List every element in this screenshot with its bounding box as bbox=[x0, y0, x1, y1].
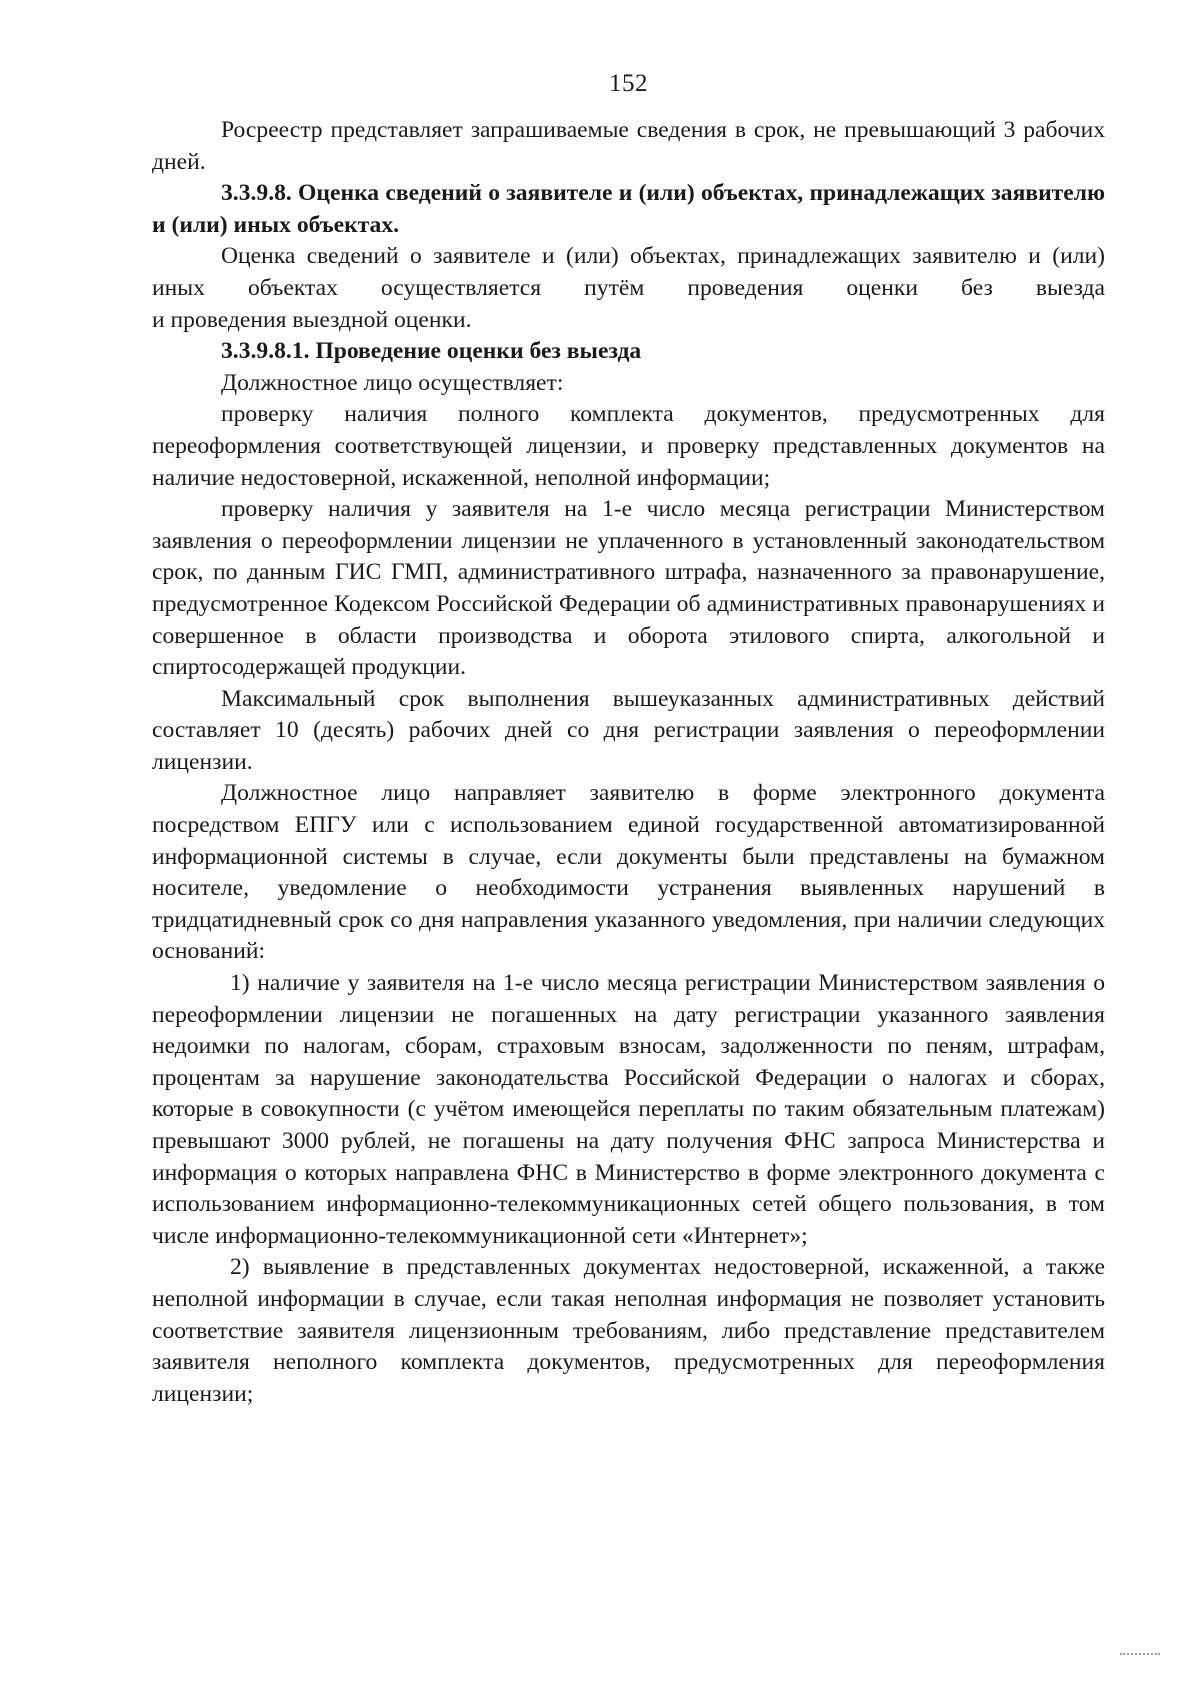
section-heading: 3.3.9.8.1. Проведение оценки без выезда bbox=[221, 338, 642, 365]
paragraph: Должностное лицо направляет заявителю в форме электронного документа посредством ЕПГУ или с использованием единой государственной автоматизированной информационной системы в случае, если документы были представлены на бумажном носителе, уведомление о необходимости устранения выявленных нарушений в тридцатидневный срок со дня направления указанного уведомления, при наличии следующих оснований: bbox=[152, 780, 1105, 965]
paragraph: и проведения выездной оценки. bbox=[152, 306, 472, 333]
scan-artifact bbox=[1120, 1653, 1160, 1658]
paragraph: Оценка сведений о заявителе и (или) объектах, принадлежащих заявителю и (или) иных объектах осуществляется путём проведения оценки без выезда bbox=[152, 243, 1105, 301]
document-body bbox=[152, 115, 1105, 1410]
paragraph: проверку наличия у заявителя на 1-е число месяца регистрации Министерством заявления о переоформлении лицензии не уплаченного в установленный законодательством срок, по данным ГИС ГМП, административного штрафа, назначенного за правонарушение, предусмотренное Кодексом Российской Федерации об административных правонарушениях и совершенное в области производства и оборота этилового спирта, алкогольной и спиртосодержащей продукции. bbox=[152, 496, 1105, 681]
paragraph: проверку наличия полного комплекта документов, предусмотренных для переоформления соответствующей лицензии, и проверку представленных документов на наличие недостоверной, искаженной, неполной информации; bbox=[152, 401, 1105, 491]
paragraph: Росреестр представляет запрашиваемые сведения в срок, не превышающий 3 рабочих дней. bbox=[152, 117, 1105, 175]
list-item: 1) наличие у заявителя на 1-е число месяца регистрации Министерством заявления о переоформлении лицензии не погашенных на дату регистрации указанного заявления недоимки по налогам, сборам, страховым взносам, задолженности по пеням, штрафам, процентам за нарушение законодательства Российской Федерации о налогах и сборах, которые в совокупности (с учётом имеющейся переплаты по таким обязательным платежам) превышают 3000 рублей, не погашены на дату получения ФНС запроса Министерства и информация о которых направлена ФНС в Министерство в форме электронного документа с использованием информационно-телекоммуникационных сетей общего пользования, в том числе информационно-телекоммуникационной сети «Интернет»; bbox=[152, 970, 1105, 1249]
list-item: 2) выявление в представленных документах недостоверной, искаженной, а также неполной информации в случае, если такая неполная информация не позволяет установить соответствие заявителя лицензионным требованиям, либо представление представителем заявителя неполного комплекта документов, предусмотренных для переоформления лицензии; bbox=[152, 1254, 1105, 1407]
paragraph: Должностное лицо осуществляет: bbox=[221, 369, 564, 396]
section-heading: 3.3.9.8. Оценка сведений о заявителе и (или) объектах, принадлежащих заявителю и (или) иных объектах. bbox=[152, 180, 1105, 238]
paragraph: Максимальный срок выполнения вышеуказанных административных действий составляет 10 (десять) рабочих дней со дня регистрации заявления о переоформлении лицензии. bbox=[152, 685, 1105, 775]
page-number: 152 bbox=[609, 70, 648, 97]
